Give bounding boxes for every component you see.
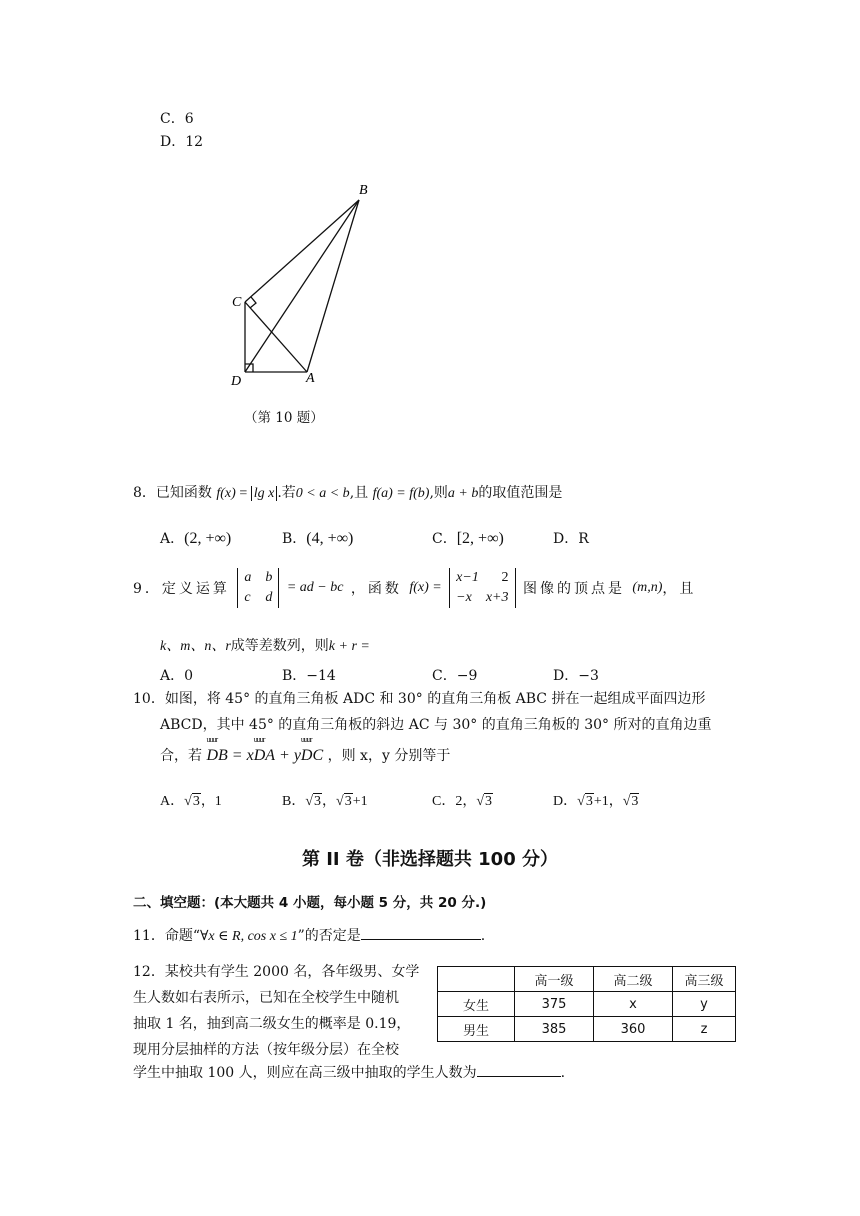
q12-line5: 学生中抽取 100 人，则应在高三级中抽取的学生人数为 . [133, 1065, 566, 1081]
q8-prefix: 8．已知函数 [133, 485, 212, 501]
q8-cond1: .若 [277, 485, 296, 501]
q8-feq: f(a) = f(b) [372, 486, 430, 501]
q12-line3: 抽取 1 名，抽到高二级女生的概率是 0.19， [133, 1016, 411, 1032]
grade-table [437, 966, 736, 1042]
q12-line2: 生人数如右表所示，已知在全校学生中随机 [133, 990, 399, 1006]
q8-abs [251, 486, 278, 501]
q8-abs-content: lg x [253, 486, 275, 501]
q9-suffix: 图像的顶点是 [522, 581, 625, 597]
q9-det-function: x−1 2 −x x+3 [449, 568, 515, 608]
table-cell: z [673, 1017, 736, 1042]
q8-option-c: C．[2, +∞) [432, 530, 504, 547]
figure-caption: （第 10 题） [244, 410, 324, 426]
q9-option-d: D．−3 [553, 668, 599, 684]
q8-ineq: 0 < a < b [295, 486, 350, 501]
label-a: A [306, 371, 315, 386]
q10-option-c: C．2，√3 [432, 794, 493, 809]
q9-option-c: C．−9 [432, 668, 478, 684]
vector-db: uuur DB [206, 735, 228, 764]
q9-fx: f(x) = [409, 580, 442, 595]
q8-option-d: D．R [553, 531, 589, 547]
q11-answer-blank[interactable] [361, 939, 481, 940]
table-cell: 男生 [438, 1017, 515, 1042]
q8-func: f(x) [216, 486, 236, 501]
q7-option-c: C．6 [160, 111, 194, 127]
table-cell: 360 [594, 1017, 673, 1042]
vector-da: uuur DA [253, 735, 276, 764]
q9-end: ，且 [662, 581, 697, 597]
vector-dc: uuur DC [300, 735, 324, 764]
edge-ab [307, 200, 359, 372]
q12-line1: 12．某校共有学生 2000 名，各年级男、女学 [133, 964, 420, 980]
q10-line1: 10．如图，将 45° 的直角三角板 ADC 和 30° 的直角三角板 ABC 拼在一起组成平面四边形 [133, 691, 706, 707]
label-d: D [231, 374, 242, 389]
label-b: B [359, 183, 368, 198]
table-cell: 女生 [438, 992, 515, 1017]
q12-answer-blank[interactable] [477, 1076, 561, 1077]
q9-vertex: (m,n) [632, 580, 663, 595]
section-2-heading: 二、填空题：(本大题共 4 小题，每小题 5 分，共 20 分.) [133, 895, 487, 911]
q9-det-definition: a b c d [237, 568, 279, 608]
q12-line4: 现用分层抽样的方法（按年级分层）在全校 [133, 1042, 399, 1058]
q8-sum: a + b [447, 486, 479, 501]
table-header-cell [438, 967, 515, 992]
table-header-cell: 高二级 [594, 967, 673, 992]
question-8 [133, 482, 562, 502]
table-header-cell: 高一级 [515, 967, 594, 992]
question-9 [133, 568, 696, 608]
table-header-cell: 高三级 [673, 967, 736, 992]
q10-line3: 合，若 uuur DB = x uuur DA + y uuur DC ，则 x，y 分别等于 [160, 735, 451, 764]
q8-option-b: B．(4, +∞) [282, 530, 354, 547]
q8-cond3: ,则 [429, 485, 448, 501]
table-row [438, 992, 736, 1017]
table-cell: x [594, 992, 673, 1017]
quadrilateral-figure [220, 178, 370, 393]
table-cell: y [673, 992, 736, 1017]
q9-prefix: 9．定义运算 [133, 581, 230, 597]
table-cell: 385 [515, 1017, 594, 1042]
q10-line2: ABCD，其中 45° 的直角三角板的斜边 AC 与 30° 的直角三角板的 30° 所对的直角边重 [160, 717, 712, 733]
q10-option-b: B．√3，√3+1 [282, 794, 368, 809]
q9-line2: k、m、n、r成等差数列，则k + r = [160, 638, 370, 654]
q7-option-d: D．12 [160, 134, 204, 150]
table-cell: 375 [515, 992, 594, 1017]
label-c: C [232, 295, 242, 310]
q10-option-d: D．√3+1，√3 [553, 794, 639, 809]
q10-option-a: A．√3，1 [160, 794, 222, 809]
q9-rhs: = ad − bc [286, 580, 344, 595]
q8-cond2: ,且 [349, 485, 369, 501]
q9-mid: ，函数 [350, 581, 402, 597]
q9-option-a: A．0 [160, 668, 194, 684]
part-2-title: 第 II 卷（非选择题共 100 分） [301, 849, 559, 870]
right-angle-mark-c [250, 297, 256, 308]
table-row [438, 1017, 736, 1042]
q8-option-a: A．(2, +∞) [160, 530, 232, 547]
question-11: 11．命题“∀x ∈ R, cos x ≤ 1”的否定是 . [133, 928, 486, 944]
table-header-row [438, 967, 736, 992]
q9-option-b: B．−14 [282, 668, 336, 684]
q8-eq: = [235, 486, 251, 501]
q8-suffix: 的取值范围是 [478, 485, 563, 501]
diagonal-ca [245, 302, 307, 372]
